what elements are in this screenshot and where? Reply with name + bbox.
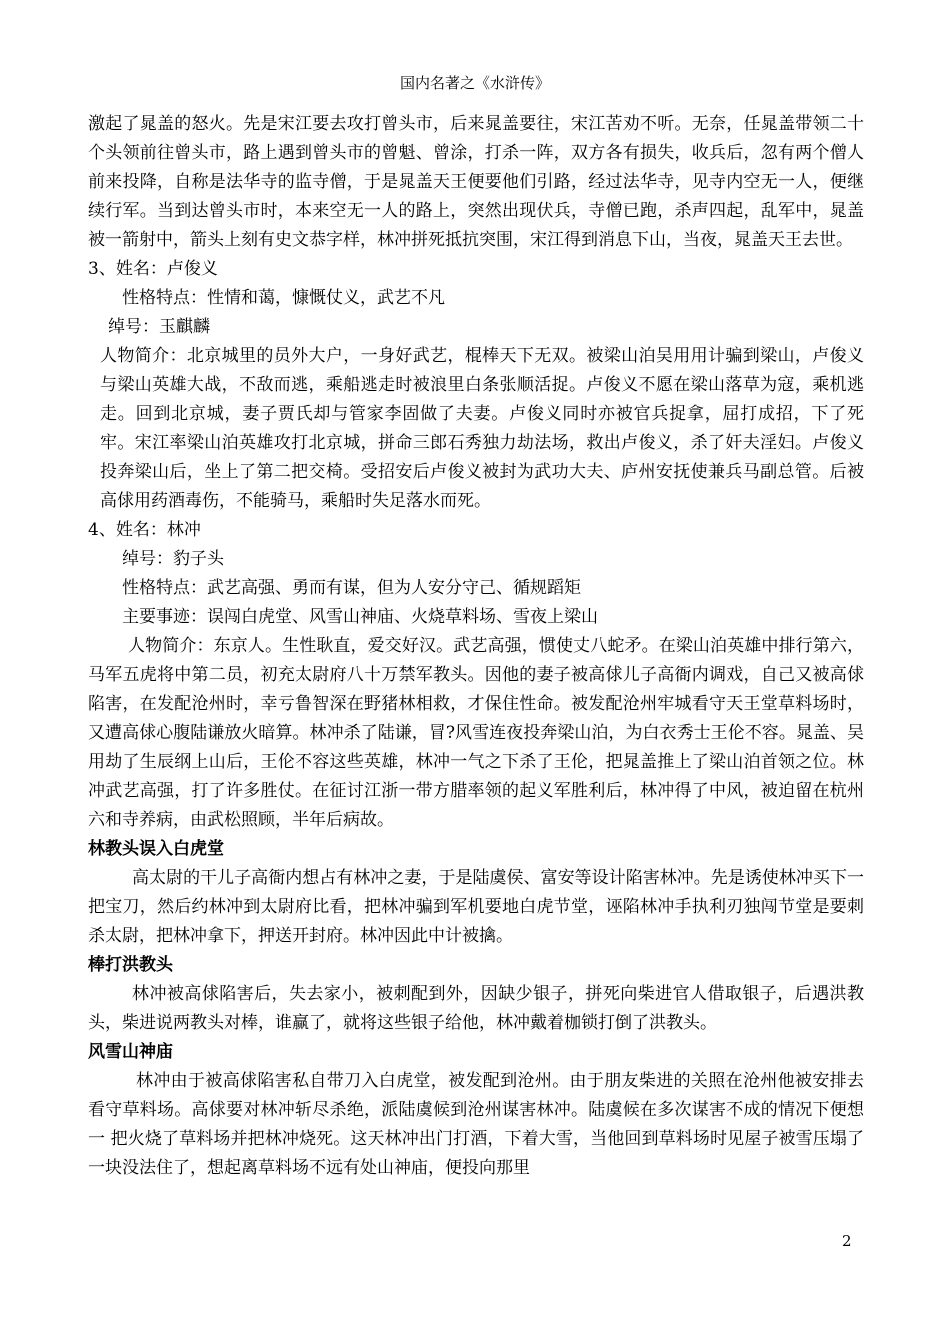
section-4-deeds: 主要事迹：误闯白虎堂、风雪山神庙、火烧草料场、雪夜上梁山 xyxy=(122,607,598,627)
white-tiger-hall-text: 高太尉的干儿子高衙内想占有林冲之妻，于是陆虞侯、富安等设计陷害林冲。先是诱使林冲买下一把宝刀，然后约林冲到太尉府比看，把林冲骗到军机要地白虎节堂，诬陷林冲手执利刃独闯节堂是要刺杀太尉，把林冲拿下，押送开封府。林冲因此中计被擒。 xyxy=(88,868,864,946)
heading-white-tiger-hall: 林教头误入白虎堂 xyxy=(88,839,224,859)
page-header: 国内名著之《水浒传》 xyxy=(399,74,550,92)
snow-temple-text: 林冲由于被高俅陷害私自带刀入白虎堂，被发配到沧州。由于朋友柴进的关照在沧州他被安排去看守草料场。高俅要对林冲斩尽杀绝，派陆虞候到沧州谋害林冲。陆虞候在多次谋害不成的情况下便想一 把火烧了草料场并把林冲烧死。这天林冲出门打酒，下着大雪，当他回到草料场时见屋子被雪压塌了一块没法住了，想起离草料场不远有处山神庙，便投向那里 xyxy=(88,1071,864,1178)
staff-fight-text: 林冲被高俅陷害后，失去家小，被刺配到外，因缺少银子，拼死向柴进官人借取银子，后遇洪教头，柴进说两教头对棒，谁赢了，就将这些银子给他，林冲戴着枷锁打倒了洪教头。 xyxy=(88,984,864,1033)
section-4-name: 4、姓名：林冲 xyxy=(88,520,201,540)
paragraph-chao-gai-death: 激起了晁盖的怒火。先是宋江要去攻打曾头市，后来晁盖要往，宋江苦劝不听。无奈，任晁盖带领二十个头领前往曾头市，路上遇到曾头市的曾魁、曾涂，打杀一阵，双方各有损失，收兵后，忽有两个僧人前来投降，自称是法华寺的监寺僧，于是晁盖天王便要他们引路，经过法华寺，见寺内空无一人，便继续行军。当到达曾头市时，本来空无一人的路上，突然出现伏兵，寺僧已跑，杀声四起，乱军中，晁盖被一箭射中，箭头上刻有史文恭字样，林冲拼死抵抗突围，宋江得到消息下山，当夜，晁盖天王去世。 xyxy=(88,114,864,250)
section-3-nickname: 绰号：玉麒麟 xyxy=(108,317,210,337)
heading-snow-temple: 风雪山神庙 xyxy=(88,1042,173,1062)
section-3-bio: 人物简介：北京城里的员外大户，一身好武艺，棍棒天下无双。被梁山泊吴用用计骗到梁山，卢俊义与梁山英雄大战，不敌而逃，乘船逃走时被浪里白条张顺活捉。卢俊义不愿在梁山落草为寇，乘机逃走。回到北京城，妻子贾氏却与管家李固做了夫妻。卢俊义同时亦被官兵捉拿，屈打成招，下了死牢。宋江率梁山泊英雄攻打北京城，拼命三郎石秀独力劫法场，救出卢俊义，杀了奸夫淫妇。卢俊义投奔梁山后，坐上了第二把交椅。受招安后卢俊义被封为武功大夫、庐州安抚使兼兵马副总管。后被高俅用药酒毒伤，不能骑马，乘船时失足落水而死。 xyxy=(100,346,864,511)
document-body xyxy=(88,110,864,1183)
section-3-name: 3、姓名：卢俊义 xyxy=(88,259,218,279)
section-3-traits: 性格特点：性情和蔼，慷慨仗义，武艺不凡 xyxy=(122,288,445,308)
section-4-traits: 性格特点：武艺高强、勇而有谋，但为人安分守己、循规蹈矩 xyxy=(122,578,581,598)
section-4-bio: 人物简介：东京人。生性耿直，爱交好汉。武艺高强，惯使丈八蛇矛。在梁山泊英雄中排行第六，马军五虎将中第二员，初充太尉府八十万禁军教头。因他的妻子被高俅儿子高衙内调戏，自己又被高俅陷害，在发配沧州时，幸亏鲁智深在野猪林相救，才保住性命。被发配沧州牢城看守天王堂草料场时，又遭高俅心腹陆谦放火暗算。林冲杀了陆谦，冒?风雪连夜投奔梁山泊，为白衣秀士王伦不容。晁盖、吴用劫了生辰纲上山后，王伦不容这些英雄，林冲一气之下杀了王伦，把晁盖推上了梁山泊首领之位。林冲武艺高强，打了许多胜仗。在征讨江浙一带方腊率领的起义军胜利后，林冲得了中风，被迫留在杭州六和寺养病，由武松照顾，半年后病故。 xyxy=(88,636,864,830)
section-4-nickname: 绰号：豹子头 xyxy=(122,549,224,569)
page-number: 2 xyxy=(842,1232,852,1250)
heading-staff-fight: 棒打洪教头 xyxy=(88,955,173,975)
